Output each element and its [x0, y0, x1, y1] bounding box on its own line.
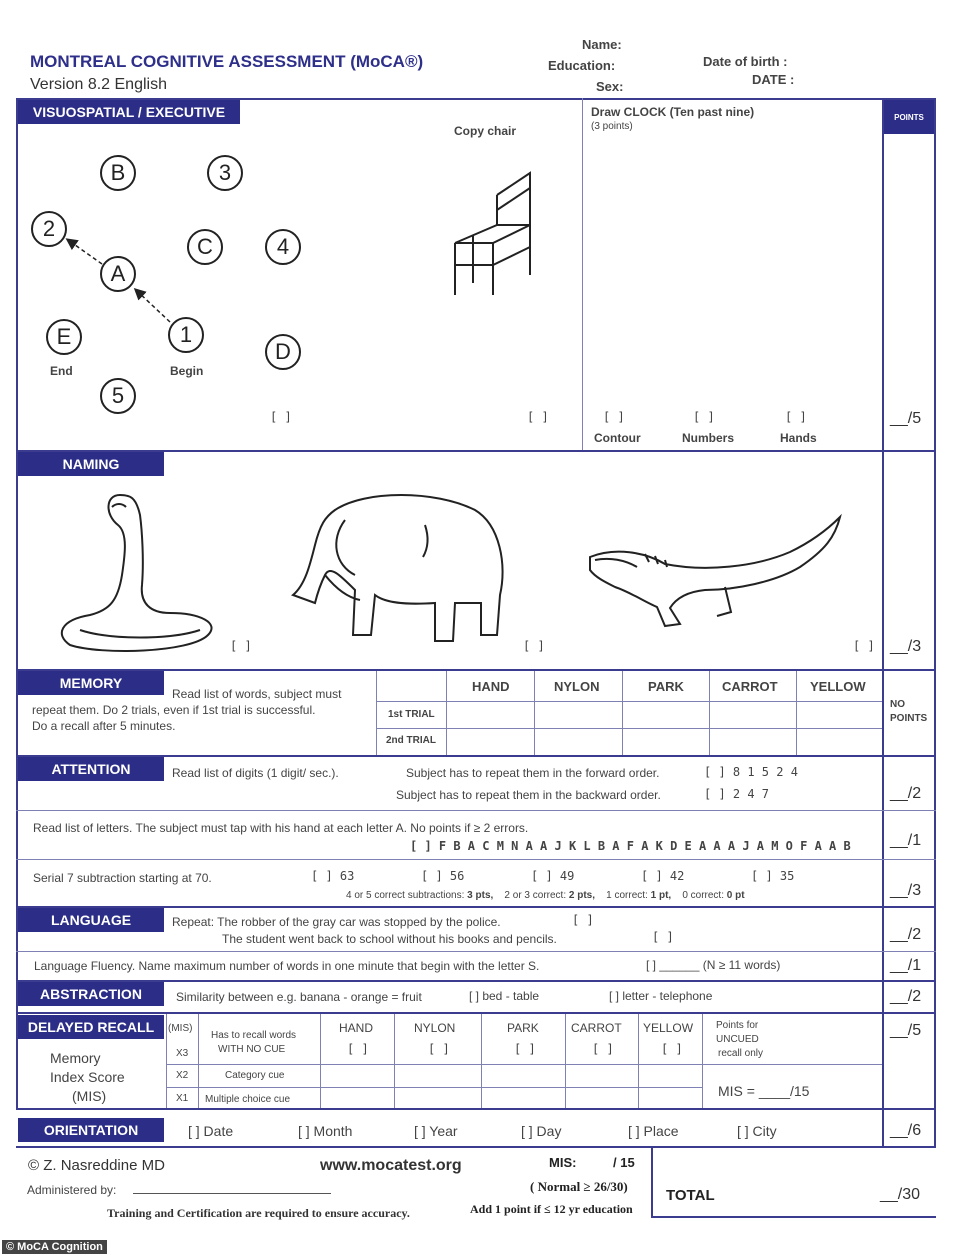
website-link[interactable]: www.mocatest.org: [320, 1157, 462, 1174]
total-box-bottom: [651, 1216, 936, 1218]
orientation-month[interactable]: [ ] Month: [298, 1123, 353, 1139]
clock-subtitle: (3 points): [591, 121, 633, 132]
visuospatial-score[interactable]: __/5: [890, 410, 922, 427]
serial-instruction: Serial 7 subtraction starting at 70.: [33, 871, 212, 885]
delayed-col-cue: [198, 1014, 199, 1108]
total-label: TOTAL: [666, 1187, 715, 1204]
uncued-line-1: Points for: [716, 1020, 759, 1031]
serial-35[interactable]: [ ] 35: [751, 869, 795, 883]
memory-word-hand: HAND: [472, 679, 510, 694]
orientation-title: ORIENTATION: [18, 1118, 164, 1142]
orientation-year[interactable]: [ ] Year: [414, 1123, 458, 1139]
crocodile-drawing: [585, 512, 847, 637]
sep-footer: [16, 1146, 936, 1148]
memory-index-line-2: Index Score: [50, 1069, 125, 1085]
delayed-row-uncued: [702, 1064, 882, 1065]
no-cue-line-2: WITH NO CUE: [218, 1044, 286, 1055]
serial-42[interactable]: [ ] 42: [641, 869, 685, 883]
author-credit: © Z. Nasreddine MD: [28, 1157, 165, 1174]
naming-score[interactable]: __/3: [890, 638, 922, 655]
memory-word-yellow: YELLOW: [810, 679, 866, 694]
serial-56[interactable]: [ ] 56: [421, 869, 465, 883]
sep-letters: [16, 810, 936, 811]
name-label: Name:: [582, 37, 622, 52]
serial-63[interactable]: [ ] 63: [311, 869, 355, 883]
memory-col-5: [796, 671, 797, 755]
sex-label: Sex:: [596, 79, 624, 94]
recall-box-yellow[interactable]: [ ]: [661, 1042, 683, 1056]
footer-mis-value[interactable]: / 15: [613, 1155, 635, 1170]
uncued-line-3: recall only: [718, 1048, 764, 1059]
recall-word-carrot: CARROT: [571, 1021, 622, 1035]
category-cue-label: Category cue: [225, 1070, 285, 1081]
delayed-col-1: [320, 1014, 321, 1108]
serial-scoring-4or5: 4 or 5 correct subtractions:: [346, 890, 465, 901]
delayed-col-5: [638, 1014, 639, 1108]
memory-col-2: [534, 671, 535, 755]
memory-col-1: [446, 671, 447, 755]
forward-instruction: Subject has to repeat them in the forward order.: [406, 766, 660, 780]
memory-word-park: PARK: [648, 679, 684, 694]
visuospatial-title: VISUOSPATIAL / EXECUTIVE: [18, 100, 240, 124]
trial-2-label: 2nd TRIAL: [386, 735, 436, 746]
abstraction-example: Similarity between e.g. banana - orange = fruit: [176, 990, 422, 1004]
serial-scoring-2or3: 2 or 3 correct:: [504, 890, 567, 901]
serial-score[interactable]: __/3: [890, 882, 922, 899]
serial-scoring-0: 0 correct:: [682, 890, 724, 901]
elephant-drawing: [285, 485, 515, 650]
memory-no-points: NO POINTS: [890, 699, 928, 724]
backward-digits[interactable]: [ ] 2 4 7: [704, 787, 770, 801]
serial-scoring-3pts: 3 pts,: [467, 890, 494, 901]
recall-word-hand: HAND: [339, 1021, 374, 1035]
copyright-watermark: © MoCA Cognition: [2, 1240, 107, 1254]
memory-col-4: [709, 671, 710, 755]
backward-instruction: Subject has to repeat them in the backward order.: [396, 788, 661, 802]
orientation-city[interactable]: [ ] City: [737, 1123, 777, 1139]
normal-range: ( Normal ≥ 26/30): [530, 1179, 628, 1194]
chair-drawing: [445, 165, 535, 305]
contour-box[interactable]: [ ]: [603, 410, 625, 424]
letters-sequence[interactable]: [ ] F B A C M N A A J K L B A F A K D E A A A J A M O F A A B: [410, 839, 851, 853]
total-box-left: [651, 1148, 653, 1218]
hands-box[interactable]: [ ]: [785, 410, 807, 424]
no-cue-line-1: Has to recall words: [211, 1030, 297, 1041]
language-title: LANGUAGE: [18, 908, 164, 932]
trail-node-a: A: [100, 256, 136, 292]
abstraction-score[interactable]: __/2: [890, 988, 922, 1005]
copy-chair-label: Copy chair: [454, 124, 517, 138]
serial-scoring-0pt: 0 pt: [726, 890, 745, 901]
recall-word-park: PARK: [507, 1021, 539, 1035]
orientation-day[interactable]: [ ] Day: [521, 1123, 562, 1139]
trail-node-c: C: [187, 229, 223, 265]
lion-box[interactable]: [ ]: [230, 639, 252, 653]
education-label: Education:: [548, 58, 616, 73]
recall-box-carrot[interactable]: [ ]: [592, 1042, 614, 1056]
trail-arrow-a-2: [68, 240, 102, 264]
mis-score-field[interactable]: MIS = ____/15: [718, 1083, 810, 1099]
delayed-recall-score[interactable]: __/5: [890, 1022, 922, 1039]
delayed-col-2: [394, 1014, 395, 1108]
dob-label: Date of birth :: [703, 54, 788, 69]
recall-box-hand[interactable]: [ ]: [347, 1042, 369, 1056]
x1-label: X1: [176, 1093, 189, 1104]
contour-label: Contour: [594, 431, 641, 445]
repeat-score[interactable]: __/2: [890, 926, 922, 943]
abstraction-item-2[interactable]: [ ] letter - telephone: [609, 989, 713, 1003]
memory-row-2: [376, 728, 882, 729]
trail-node-1: 1: [168, 317, 204, 353]
x3-label: X3: [176, 1048, 189, 1059]
administered-by-label: Administered by:: [27, 1183, 117, 1197]
attention-title: ATTENTION: [18, 757, 164, 781]
letters-score[interactable]: __/1: [890, 832, 922, 849]
memory-word-nylon: NYLON: [554, 679, 600, 694]
delayed-col-3: [481, 1014, 482, 1108]
points-header: POINTS: [884, 100, 934, 134]
recall-word-yellow: YELLOW: [643, 1021, 694, 1035]
lion-snake-drawing: [50, 485, 220, 655]
memory-title: MEMORY: [18, 671, 164, 695]
total-score[interactable]: __/30: [880, 1186, 921, 1203]
repeat-sentence-2: The student went back to school without his books and pencils.: [222, 932, 557, 946]
abstraction-item-1[interactable]: [ ] bed - table: [469, 989, 540, 1003]
abstraction-title: ABSTRACTION: [18, 982, 164, 1006]
fluency-box[interactable]: [ ] ______ (N ≥ 11 words): [646, 958, 781, 972]
memory-table-left: [376, 671, 377, 755]
end-label: End: [50, 364, 73, 378]
trail-node-3: 3: [207, 155, 243, 191]
cube-chair-box[interactable]: [ ]: [527, 410, 549, 424]
form-version: Version 8.2 English: [30, 76, 167, 93]
crocodile-box[interactable]: [ ]: [853, 639, 875, 653]
delayed-col-mis: [166, 1014, 167, 1108]
trail-arrow-1-a: [136, 290, 170, 322]
memory-word-carrot: CARROT: [722, 679, 778, 694]
serial-scoring-2pts: 2 pts,: [568, 890, 596, 901]
sep-fluency: [16, 951, 936, 952]
serial-49[interactable]: [ ] 49: [531, 869, 575, 883]
trail-node-d: D: [265, 334, 301, 370]
footer-mis-label: MIS:: [549, 1155, 577, 1170]
elephant-box[interactable]: [ ]: [523, 639, 545, 653]
serial-scoring: [346, 890, 745, 901]
repeat-box-2[interactable]: [ ]: [652, 930, 674, 944]
multiple-cue-label: Multiple choice cue: [205, 1094, 291, 1105]
delayed-recall-title: DELAYED RECALL: [18, 1015, 164, 1039]
delayed-col-4: [565, 1014, 566, 1108]
digits-score[interactable]: __/2: [890, 785, 922, 802]
memory-instr-2: repeat them. Do 2 trials, even if 1st trial is successful.: [32, 703, 316, 717]
hands-label: Hands: [780, 431, 817, 445]
memory-col-3: [622, 671, 623, 755]
recall-box-park[interactable]: [ ]: [514, 1042, 536, 1056]
uncued-line-2: UNCUED: [716, 1034, 759, 1045]
trail-node-4: 4: [265, 229, 301, 265]
delayed-row-2: [166, 1087, 702, 1088]
memory-row-1: [376, 701, 882, 702]
numbers-box[interactable]: [ ]: [693, 410, 715, 424]
training-note: Training and Certification are required to ensure accuracy.: [107, 1206, 410, 1220]
form-title: MONTREAL COGNITIVE ASSESSMENT (MoCA®): [30, 52, 424, 71]
trail-node-e: E: [46, 319, 82, 355]
delayed-row-1: [166, 1064, 702, 1065]
trail-node-2: 2: [31, 211, 67, 247]
serial-scoring-1: 1 correct:: [606, 890, 648, 901]
repeat-box-1[interactable]: [ ]: [572, 913, 594, 927]
memory-index-line-1: Memory: [50, 1050, 101, 1066]
trial-1-label: 1st TRIAL: [388, 709, 435, 720]
letters-instruction: Read list of letters. The subject must tap with his hand at each letter A. No points if ≥ 2 errors.: [33, 821, 529, 835]
begin-label: Begin: [170, 364, 204, 378]
sep-delayed: [16, 1012, 936, 1014]
administered-by-line[interactable]: [133, 1193, 331, 1194]
fluency-score[interactable]: __/1: [890, 957, 922, 974]
x2-label: X2: [176, 1070, 189, 1081]
date-label: DATE :: [752, 72, 795, 87]
memory-instr-1: Read list of words, subject must: [172, 687, 342, 701]
orientation-date[interactable]: [ ] Date: [188, 1123, 234, 1139]
clock-title: Draw CLOCK (Ten past nine): [591, 105, 755, 119]
forward-digits[interactable]: [ ] 8 1 5 2 4: [704, 765, 798, 779]
trail-box[interactable]: [ ]: [270, 410, 292, 424]
recall-word-nylon: NYLON: [414, 1021, 456, 1035]
mis-label: (MIS): [168, 1023, 193, 1034]
sep-serial: [16, 859, 936, 860]
memory-index-line-3: (MIS): [72, 1088, 107, 1104]
education-note: Add 1 point if ≤ 12 yr education: [470, 1202, 633, 1216]
naming-title: NAMING: [18, 452, 164, 476]
recall-box-nylon[interactable]: [ ]: [428, 1042, 450, 1056]
memory-instr-3: Do a recall after 5 minutes.: [32, 719, 176, 733]
numbers-label: Numbers: [682, 431, 735, 445]
orientation-score[interactable]: __/6: [890, 1122, 922, 1139]
trail-node-5: 5: [100, 378, 136, 414]
delayed-col-6: [702, 1014, 703, 1108]
trail-node-b: B: [100, 155, 136, 191]
repeat-sentence-1: Repeat: The robber of the gray car was stopped by the police.: [172, 915, 501, 929]
fluency-instruction: Language Fluency. Name maximum number of words in one minute that begin with the letter S.: [34, 959, 540, 973]
sep-orientation: [16, 1108, 936, 1110]
orientation-place[interactable]: [ ] Place: [628, 1123, 679, 1139]
serial-scoring-1pt: 1 pt,: [650, 890, 672, 901]
digits-instruction: Read list of digits (1 digit/ sec.).: [172, 766, 339, 780]
